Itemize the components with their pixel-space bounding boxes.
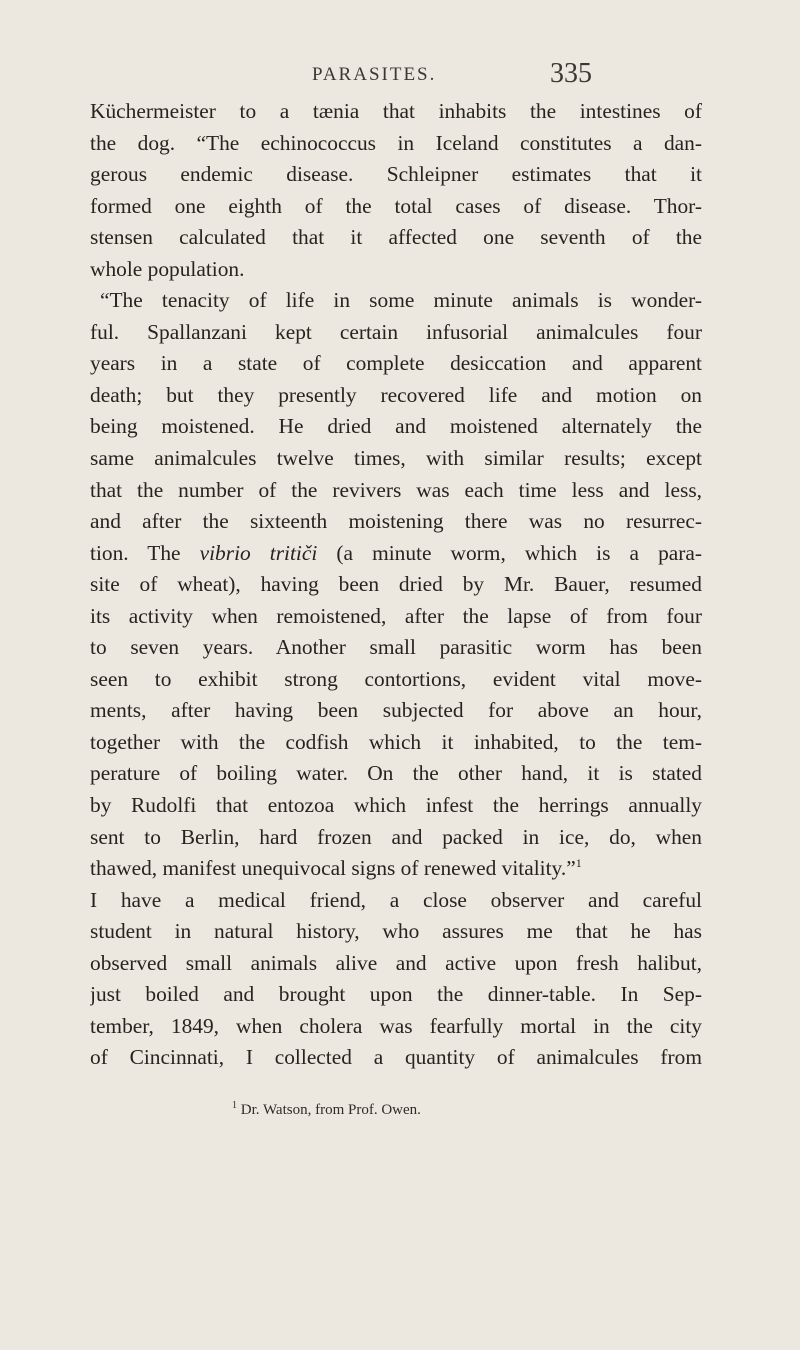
text-line: that the number of the revivers was each time less and less, (90, 477, 702, 502)
text-line: ments, after having been subjected for above an hour, (90, 698, 702, 723)
text-line: death; but they presently recovered life and motion on (90, 382, 702, 407)
text-line: just boiled and brought upon the dinner-table. In Sep- (90, 982, 702, 1007)
text-line: formed one eighth of the total cases of disease. Thor- (90, 193, 702, 218)
running-head (0, 58, 800, 98)
text-line: gerous endemic disease. Schleipner estimates that it (90, 162, 702, 187)
text-line-mixed (90, 538, 702, 570)
body-text (90, 96, 702, 1074)
text-line: and after the sixteenth moistening there was no resurrec- (90, 509, 702, 534)
running-title: PARASITES. (312, 64, 437, 85)
text-line: Küchermeister to a tænia that inhabits the intestines of (90, 99, 702, 123)
text-line: its activity when remoistened, after the lapse of from four (90, 603, 702, 628)
page-number: 335 (550, 58, 592, 89)
text-line: together with the codfish which it inhabited, to the tem- (90, 729, 702, 754)
footnote-text: Dr. Watson, from Prof. Owen. (240, 1102, 421, 1118)
text-line: to seven years. Another small parasitic worm has been (90, 635, 702, 660)
text-line: tember, 1849, when cholera was fearfully mortal in the city (90, 1013, 702, 1038)
text-segment: (a minute worm, which is a para- (317, 540, 702, 565)
text-line-with-ref (90, 853, 702, 885)
text-line: site of wheat), having been dried by Mr. Bauer, resumed (90, 572, 702, 597)
text-line: perature of boiling water. On the other hand, it is stated (90, 761, 702, 786)
text-line: I have a medical friend, a close observer and careful (90, 887, 702, 912)
text-line: being moistened. He dried and moistened alternately the (90, 414, 702, 439)
text-segment: tion. The (90, 540, 200, 565)
text-line: the dog. “The echinococcus in Iceland constitutes a dan- (90, 130, 702, 155)
footnote-marker: 1 (232, 1100, 237, 1111)
text-line: student in natural history, who assures me that he has (90, 919, 702, 944)
text-line: whole population. (90, 256, 245, 281)
text-segment: thawed, manifest unequivocal signs of renewed vitality.” (90, 856, 576, 881)
text-line: same animalcules twelve times, with similar results; except (90, 446, 702, 471)
italic-term: vibrio tritiči (199, 540, 318, 565)
footnote-ref: 1 (575, 856, 582, 870)
text-line: years in a state of complete desiccation and apparent (90, 351, 702, 376)
text-line: seen to exhibit strong contortions, evident vital move- (90, 666, 702, 691)
text-line: ful. Spallanzani kept certain infusorial animalcules four (90, 319, 702, 344)
text-line: sent to Berlin, hard frozen and packed in ice, do, when (90, 824, 702, 849)
text-line: of Cincinnati, I collected a quantity of animalcules from (90, 1045, 702, 1070)
text-line: stensen calculated that it affected one seventh of the (90, 225, 702, 250)
footnote (232, 1100, 421, 1119)
text-line: “The tenacity of life in some minute animals is wonder- (100, 288, 702, 313)
text-line: by Rudolfi that entozoa which infest the herrings annually (90, 793, 702, 818)
text-line: observed small animals alive and active upon fresh halibut, (90, 950, 702, 975)
